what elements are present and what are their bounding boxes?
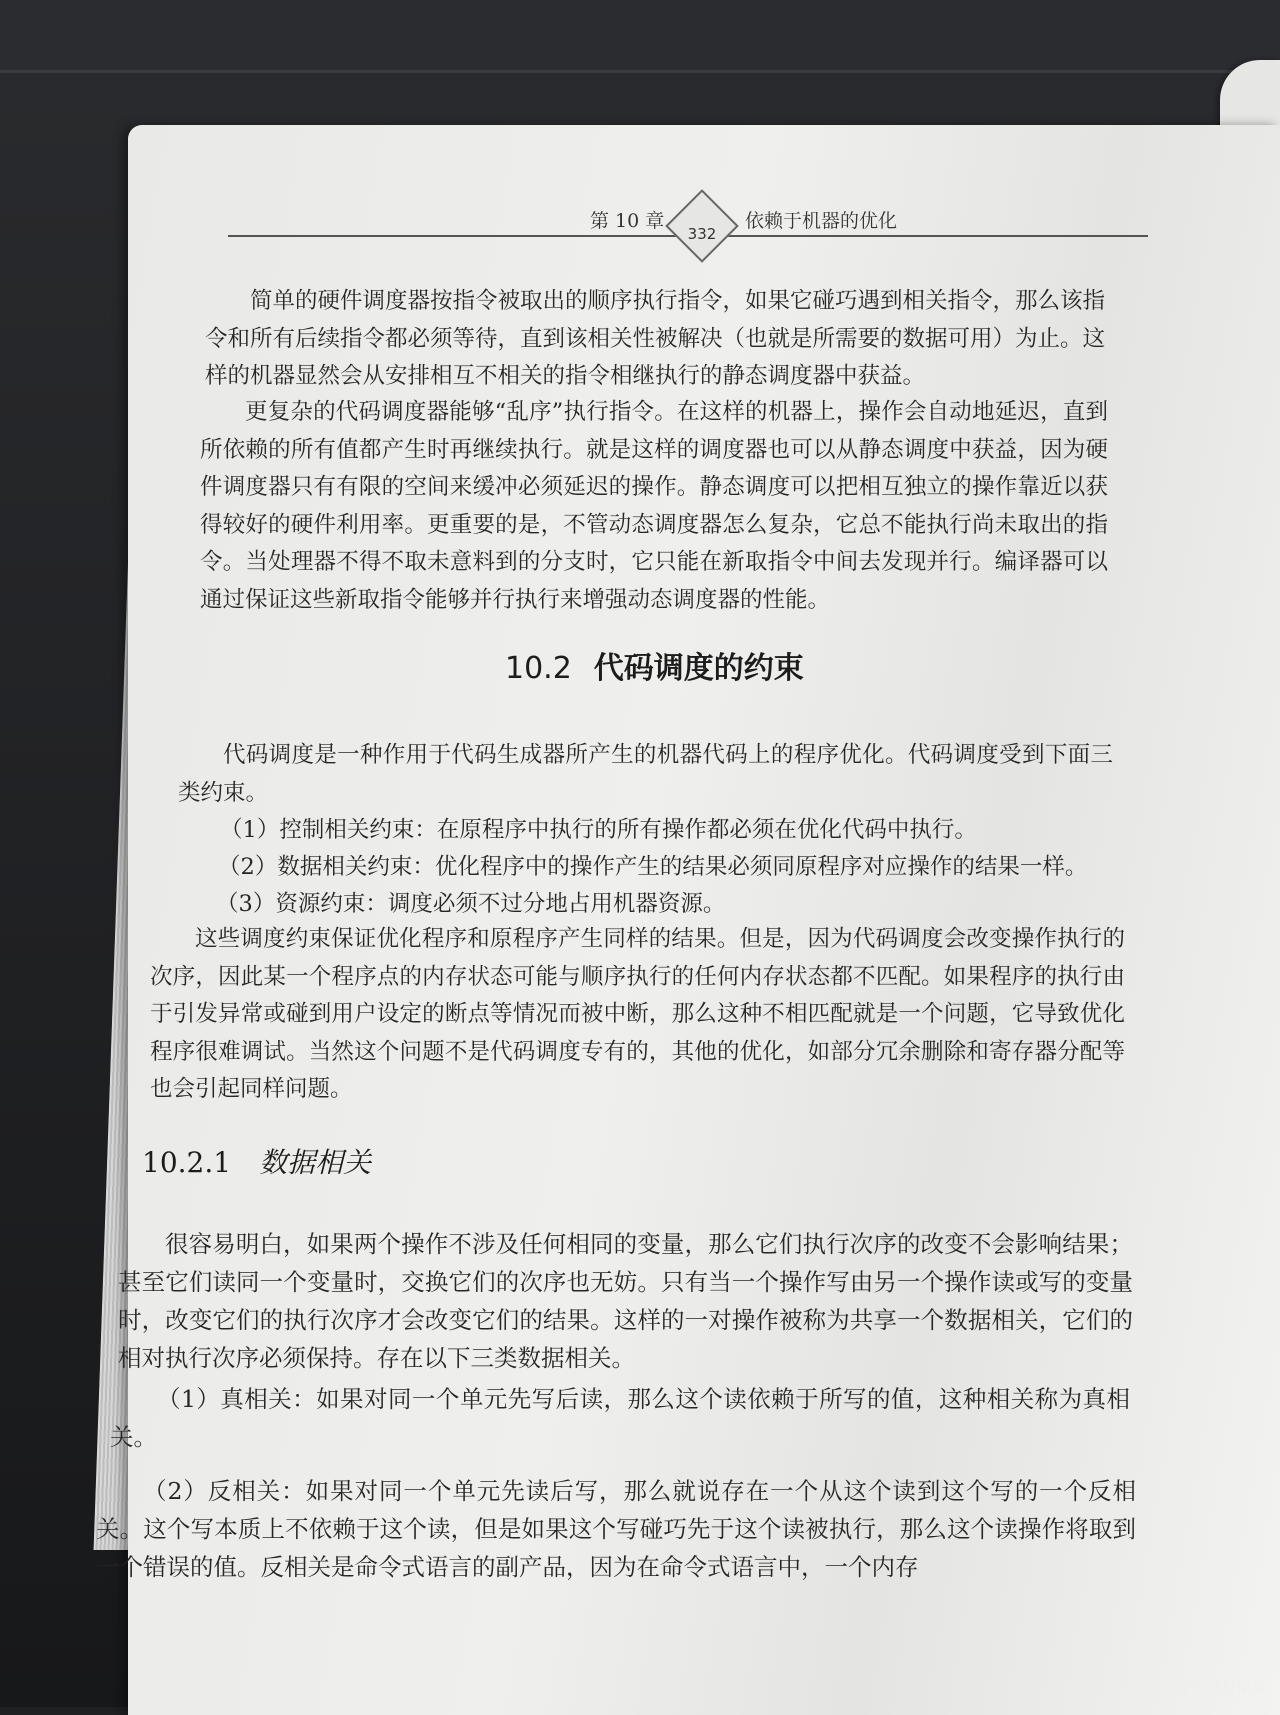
- subsection-number: 10.2.1: [142, 1146, 231, 1179]
- section-number: 10.2: [505, 651, 572, 686]
- subsection-heading: [142, 1141, 371, 1181]
- section-heading: [505, 643, 804, 687]
- dependence-item: （2）反相关：如果对同一个单元先读后写，那么就说存在一个从这个读到这个写的一个反相关。这个写本质上不依赖于这个读，但是如果这个写碰巧先于这个读被执行，那么这个读操作将取到一个错误的值。反相关是命令式语言的副产品，因为在命令式语言中，一个内存: [96, 1472, 1136, 1586]
- paragraph-1: 简单的硬件调度器按指令被取出的顺序执行指令，如果它碰巧遇到相关指令，那么该指令和所有后续指令都必须等待，直到该相关性被解决（也就是所需要的数据可用）为止。这样的机器显然会从安排相互不相关的指令相继执行的静态调度器中获益。: [205, 283, 1105, 396]
- constraint-item: （3）资源约束：调度必须不过分地占用机器资源。: [216, 886, 725, 918]
- chapter-title: 依赖于机器的优化: [745, 206, 897, 233]
- dependence-item: （1）真相关：如果对同一个单元先写后读，那么这个读依赖于所写的值，这种相关称为真相关。: [110, 1380, 1130, 1456]
- page-number: 332: [672, 225, 732, 243]
- chapter-label: 第 10 章: [590, 206, 664, 233]
- constraint-item: （1）控制相关约束：在原程序中执行的所有操作都必须在优化代码中执行。: [220, 812, 977, 844]
- subsection-intro: 很容易明白，如果两个操作不涉及任何相同的变量，那么它们执行次序的改变不会影响结果；甚至它们读同一个变量时，交换它们的次序也无妨。只有当一个操作写由另一个操作读或写的变量时，改变它们的执行次序才会改变它们的结果。这样的一对操作被称为共享一个数据相关，它们的相对执行次序必须保持。存在以下三类数据相关。: [118, 1225, 1133, 1377]
- paragraph-2: 更复杂的代码调度器能够“乱序”执行指令。在这样的机器上，操作会自动地延迟，直到所依赖的所有值都产生时再继续执行。就是这样的调度器也可以从静态调度中获益，因为硬件调度器只有有限的空间来缓冲必须延迟的操作。静态调度可以把相互独立的操作靠近以获得较好的硬件利用率。更重要的是，不管动态调度器怎么复杂，它总不能执行尚未取出的指令。当处理器不得不取未意料到的分支时，它只能在新取指令中间去发现并行。编译器可以通过保证这些新取指令能够并行执行来增强动态调度器的性能。: [200, 394, 1108, 619]
- subsection-title-text: 数据相关: [259, 1146, 371, 1179]
- section-title-text: 代码调度的约束: [594, 651, 804, 686]
- section-intro: 代码调度是一种作用于代码生成器所产生的机器代码上的程序优化。代码调度受到下面三类约束。: [178, 737, 1113, 812]
- constraint-item: （2）数据相关约束：优化程序中的操作产生的结果必须同原程序对应操作的结果一样。: [218, 849, 1087, 881]
- section-conclusion: 这些调度约束保证优化程序和原程序产生同样的结果。但是，因为代码调度会改变操作执行的次序，因此某一个程序点的内存状态可能与顺序执行的任何内存状态都不匹配。如果程序的执行由于引发异常或碰到用户设定的断点等情况而被中断，那么这种不相匹配就是一个问题，它导致优化程序很难调试。当然这个问题不是代码调度专有的，其他的优化，如部分冗余删除和寄存器分配等也会引起同样问题。: [150, 921, 1125, 1109]
- laptop-edge: [0, 0, 1280, 73]
- watermark: CSDN @夏驰和徐策: [1128, 1676, 1266, 1697]
